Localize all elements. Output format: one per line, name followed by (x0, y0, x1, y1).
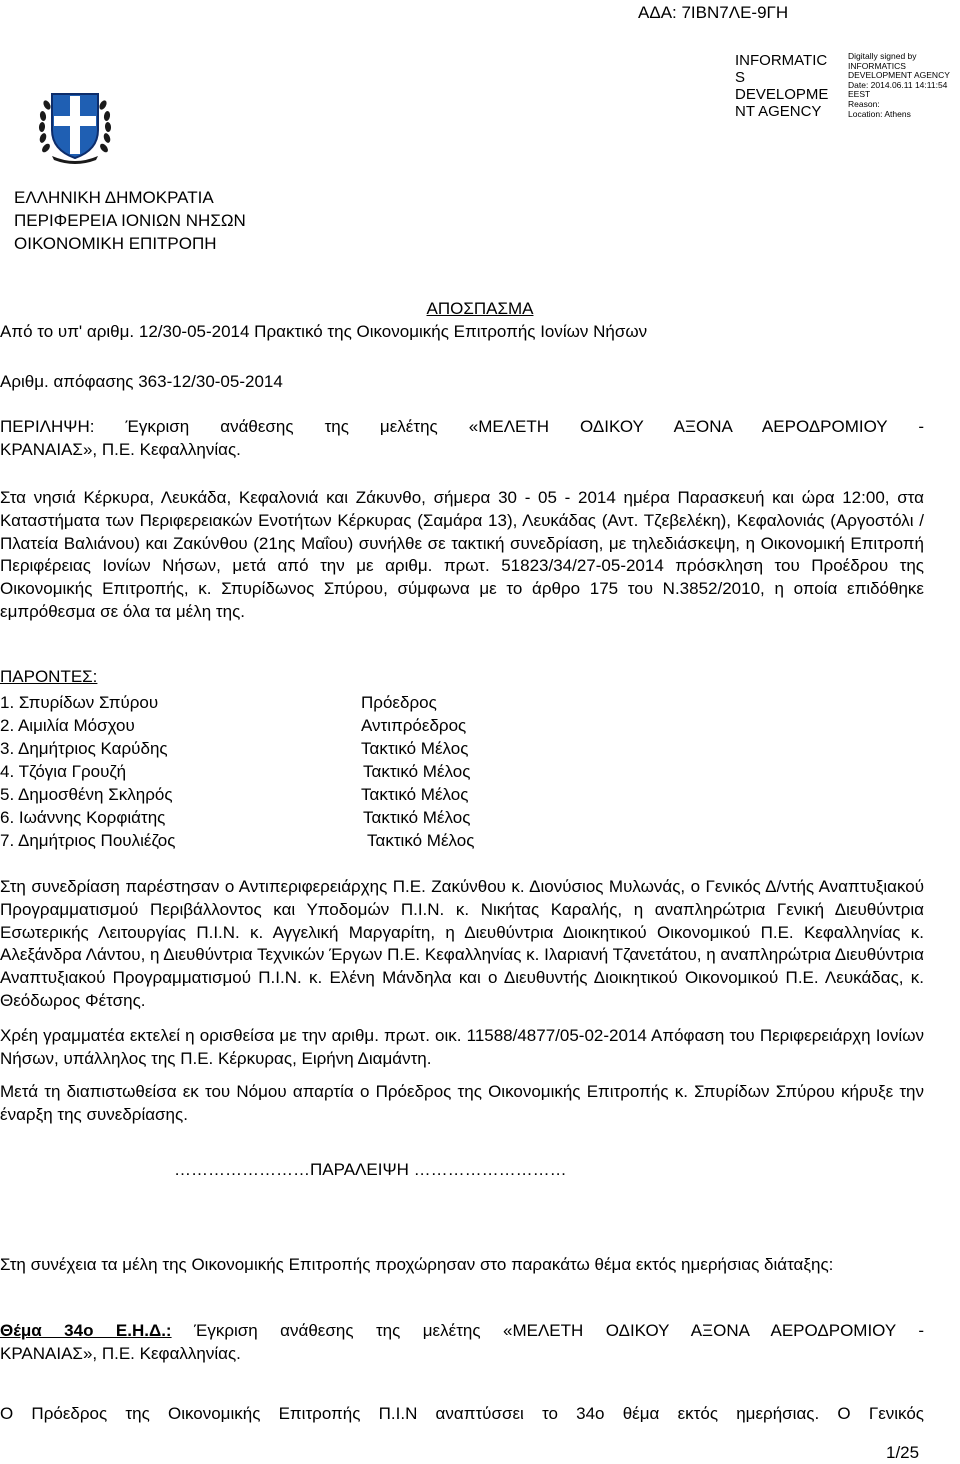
authority-line: ΕΛΛΗΝΙΚΗ ΔΗΜΟΚΡΑΤΙΑ (14, 188, 214, 207)
ada-code: ΑΔΑ: 7ΙΒΝ7ΛΕ-9ΓΗ (638, 3, 789, 22)
member-name: 4. Τζόγια Γρουζή (0, 762, 127, 781)
digital-signature-details (848, 52, 960, 119)
signer-name (735, 52, 847, 120)
summary-line-1 (0, 417, 924, 437)
member-role: Τακτικό Μέλος (363, 808, 471, 827)
document-title: ΑΠΟΣΠΑΣΜΑ (426, 299, 534, 318)
closing-line: Ο Πρόεδρος της Οικονομικής Επιτροπής Π.Ι.Ν αναπτύσσει το 34ο θέμα εκτός ημερήσιας. Ο Γενικός (0, 1404, 924, 1423)
page-number: 1/25 (886, 1443, 920, 1462)
topic-line-1 (0, 1321, 924, 1341)
quorum-paragraph: Μετά τη διαπιστωθείσα εκ του Νόμου απαρτία ο Πρόεδρος της Οικονομικής Επιτροπής κ. Σπυρίδων Σπύρου κήρυξε την έναρξη της συνεδρίασης. (0, 1082, 924, 1124)
authority-line: ΟΙΚΟΝΟΜΙΚΗ ΕΠΙΤΡΟΠΗ (14, 234, 217, 253)
member-name: 3. Δημήτριος Καρύδης (0, 739, 168, 758)
member-role: Τακτικό Μέλος (361, 739, 469, 758)
member-name: 2. Αιμιλία Μόσχου (0, 716, 135, 735)
signature-line: DEVELOPMENT AGENCY (848, 70, 950, 81)
signature-line: Reason: (848, 98, 880, 109)
member-name: 7. Δημήτριος Πουλιέζος (0, 831, 176, 850)
topic-line-2: ΚΡΑΝΑΙΑΣ», Π.Ε. Κεφαλληνίας. (0, 1344, 241, 1363)
proceed-paragraph: Στη συνέχεια τα μέλη της Οικονομικής Επιτροπής προχώρησαν στο παρακάτω θέμα εκτός ημερήσιας διάταξης: (0, 1255, 834, 1274)
member-name: 5. Δημοσθένη Σκληρός (0, 785, 173, 804)
signature-line: Location: Athens (848, 108, 911, 119)
member-role: Τακτικό Μέλος (361, 785, 469, 804)
signer-line: INFORMATIC (735, 52, 828, 69)
present-label: ΠΑΡΟΝΤΕΣ: (0, 667, 98, 686)
summary-text: Έγκριση ανάθεσης της μελέτης «ΜΕΛΕΤΗ ΟΔΙΚΟΥ ΑΞΟΝΑ ΑΕΡΟΔΡΟΜΙΟΥ - (125, 417, 924, 436)
summary-line-2: ΚΡΑΝΑΙΑΣ», Π.Ε. Κεφαλληνίας. (0, 440, 241, 459)
member-role: Τακτικό Μέλος (367, 831, 475, 850)
member-role: Πρόεδρος (361, 693, 437, 712)
signature-line: INFORMATICS (848, 60, 906, 71)
decision-number: Αριθμ. απόφασης 363-12/30-05-2014 (0, 372, 283, 391)
signer-line: DEVELOPME (735, 86, 829, 103)
issuing-authority (14, 186, 246, 255)
signature-line: EEST (848, 89, 871, 100)
intro-paragraph: Στα νησιά Κέρκυρα, Λευκάδα, Κεφαλονιά και Ζάκυνθο, σήμερα 30 - 05 - 2014 ημέρα Παρασκευή και ώρα 12:00, στα Καταστήματα των Περιφερειακών Ενοτήτων Κέρκυρας (Σαμάρα 13), Λευκάδας (Αντ. Τζεβελέκη), Κεφαλονιάς (Αργοστόλι /Πλατεία Βαλιάνου) και Ζακύνθου (21ης Μαΐου) συνήλθε σε τακτική συνεδρίαση, με τηλεδιάσκεψη, η Οικονομική Επιτροπή Περιφέρειας Ιονίων Νήσων, μετά από την με αριθμ. πρωτ. 51823/34/27-05-2014 πρόσκληση του Προέδρου της Οικονομικής Επιτροπής, κ. Σπυρίδωνος Σπύρου, σύμφωνα με το άρθρο 175 του Ν.3852/2010, η οποία επιδόθηκε εμπρόθεσμα σε όλα τα μέλη της. (0, 488, 924, 621)
member-name: 1. Σπυρίδων Σπύρου (0, 693, 159, 712)
summary-label: ΠΕΡΙΛΗΨΗ: (0, 417, 95, 436)
secretary-paragraph: Χρέη γραμματέα εκτελεί η ορισθείσα με την αριθμ. πρωτ. οικ. 11588/4877/05-02-2014 Απόφαση του Περιφερειάρχη Ιονίων Νήσων, υπάλληλος της Π.Ε. Κέρκυρας, Ειρήνη Διαμάντη. (0, 1026, 924, 1068)
signer-line: NT AGENCY (735, 103, 822, 120)
authority-line: ΠΕΡΙΦΕΡΕΙΑ ΙΟΝΙΩΝ ΝΗΣΩΝ (14, 211, 246, 230)
document-subtitle: Από το υπ' αριθμ. 12/30-05-2014 Πρακτικό της Οικονομικής Επιτροπής Ιονίων Νήσων (0, 322, 648, 341)
topic-text: Έγκριση ανάθεσης της μελέτης «ΜΕΛΕΤΗ ΟΔΙΚΟΥ ΑΞΟΝΑ ΑΕΡΟΔΡΟΜΙΟΥ - (194, 1321, 924, 1340)
signature-line: Date: 2014.06.11 14:11:54 (848, 79, 948, 90)
signature-line: Digitally signed by (848, 51, 917, 61)
member-role: Τακτικό Μέλος (363, 762, 471, 781)
attendees-paragraph: Στη συνεδρίαση παρέστησαν ο Αντιπεριφερειάρχης Π.Ε. Ζακύνθου κ. Διονύσιος Μυλωνάς, ο Γενικός Δ/ντής Αναπτυξιακού Προγραμματισμού Περιβάλλοντος και Υποδομών Π.Ι.Ν. κ. Νικήτας Καραλής, η αναπληρώτρια Γενική Διευθύντρια Εσωτερικής Λειτουργίας Π.Ι.Ν. κ. Αγγελική Μαργαρίτη, η Διευθύντρια Διοικητικού Οικονομικού Π.Ε. Κεφαλληνίας κ. Αλεξάνδρα Λάντου, η Διευθύντρια Τεχνικών Έργων Π.Ε. Κεφαλληνίας κ. Ιλαριανή Τζανετάτου, η αναπληρώτρια Διευθύντρια Αναπτυξιακού Προγραμματισμού Π.Ι.Ν. κ. Ελένη Μάνδηλα και ο Διευθυντής Διοικητικού Οικονομικού Π.Ε. Λευκάδας, κ. Θεόδωρος Φέτσης. (0, 877, 924, 1010)
signer-line: S (735, 69, 746, 86)
topic-label: Θέμα 34ο Ε.Η.Δ.: (0, 1321, 172, 1340)
member-role: Αντιπρόεδρος (361, 716, 467, 735)
omission-marker: ……………………ΠΑΡΑΛΕΙΨΗ ……………………… (174, 1160, 567, 1179)
member-name: 6. Ιωάννης Κορφιάτης (0, 808, 166, 827)
greek-coat-of-arms-logo (38, 86, 112, 171)
